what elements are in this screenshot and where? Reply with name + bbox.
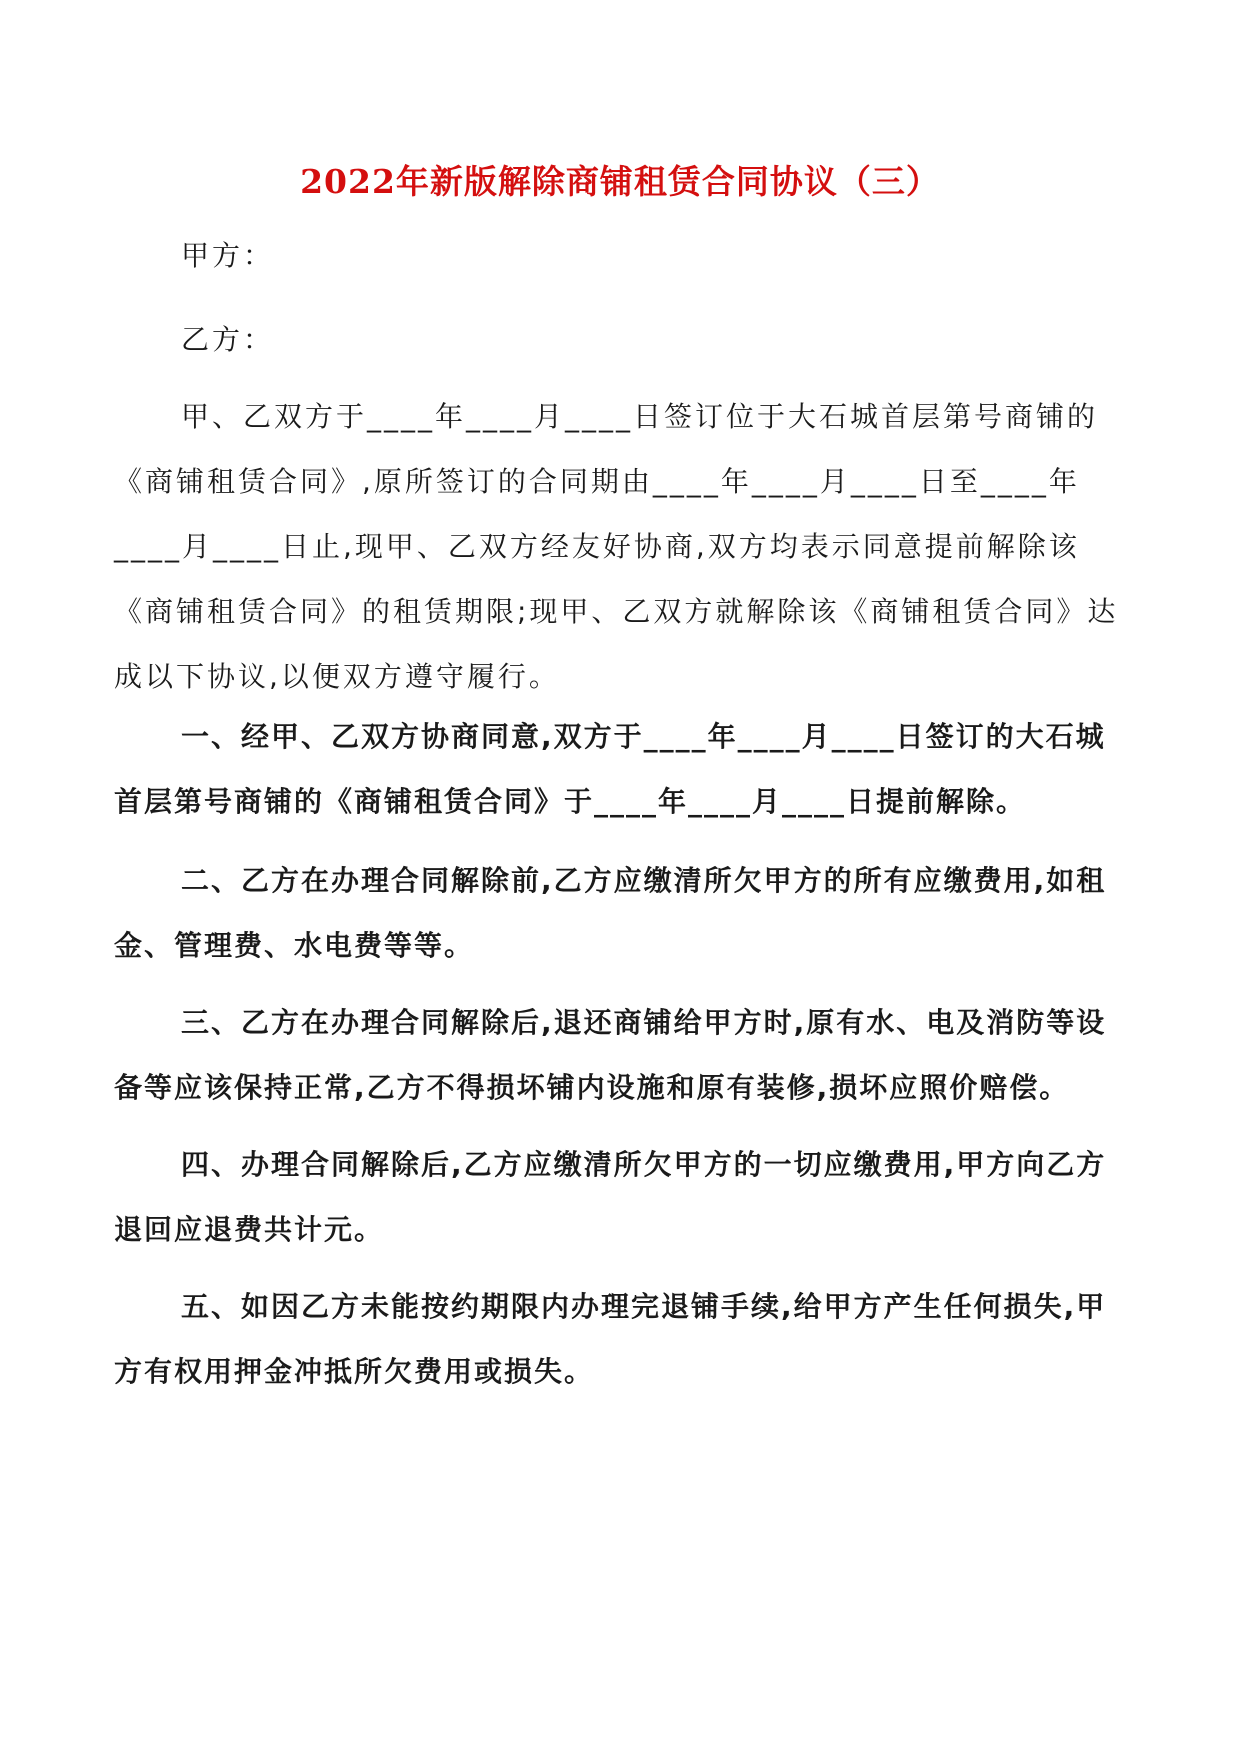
clause-5: 五、如因乙方未能按约期限内办理完退铺手续,给甲方产生任何损失,甲方有权用押金冲抵所欠费用或损失。 xyxy=(114,1290,1107,1388)
clause-4: 四、办理合同解除后,乙方应缴清所欠甲方的一切应缴费用,甲方向乙方退回应退费共计元。 xyxy=(114,1148,1107,1246)
clause-3: 三、乙方在办理合同解除后,退还商铺给甲方时,原有水、电及消防等设备等应该保持正常,乙方不得损坏铺内设施和原有装修,损坏应照价赔偿。 xyxy=(114,1006,1107,1104)
party-b-label: 乙方： xyxy=(181,323,275,356)
intro-paragraph: 甲、乙双方于____年____月____日签订位于大石城首层第号商铺的《商铺租赁合同》,原所签订的合同期由____年____月____日至____年____月____日止,现甲、乙双方经友好协商,双方均表示同意提前解除该《商铺租赁合同》的租赁期限;现甲、乙双方就解除该《商铺租赁合同》达成以下协议,以便双方遵守履行。 xyxy=(114,400,1119,693)
document-title: 2022年新版解除商铺租赁合同协议（三） xyxy=(300,162,940,201)
party-a-label: 甲方： xyxy=(181,239,275,272)
clause-2: 二、乙方在办理合同解除前,乙方应缴清所欠甲方的所有应缴费用,如租金、管理费、水电费等等。 xyxy=(114,864,1107,962)
clause-1: 一、经甲、乙双方协商同意,双方于____年____月____日签订的大石城首层第号商铺的《商铺租赁合同》于____年____月____日提前解除。 xyxy=(114,720,1106,818)
